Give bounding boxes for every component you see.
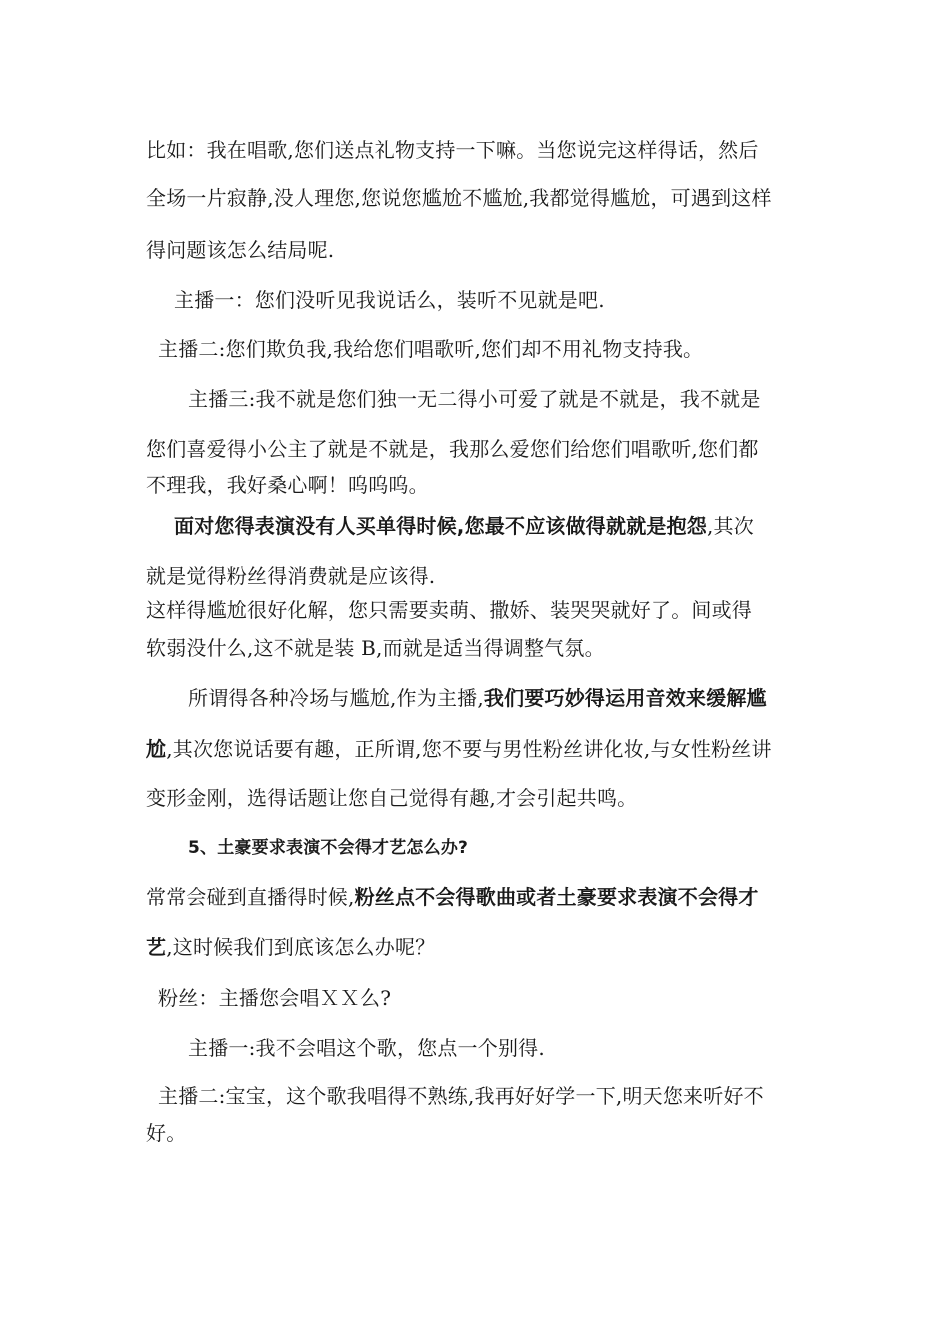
bold-text-run: 面对您得表演没有人买单得时候,您最不应该做得就就是抱怨 — [174, 514, 707, 538]
heading-text: 5、土豪要求表演不会得才艺怎么办? — [188, 838, 469, 858]
text-run: 好。 — [146, 1121, 187, 1145]
paragraph-line — [146, 237, 334, 263]
dialogue-line — [158, 1083, 764, 1109]
paragraph-line — [146, 597, 752, 623]
text-run: 全场一片寂静,没人理您,您说您尴尬不尴尬,我都觉得尴尬，可遇到这样 — [146, 186, 772, 210]
dialogue-line — [188, 386, 761, 412]
paragraph-line — [146, 1120, 186, 1146]
paragraph-line — [146, 736, 772, 762]
text-run: 变形金刚，选得话题让您自己觉得有趣,才会引起共鸣。 — [146, 786, 638, 810]
bold-text-run: 尬 — [146, 737, 167, 761]
dialogue-line — [158, 336, 703, 362]
text-run: 软弱没什么,这不就是装 B,而就是适当得调整气氛。 — [146, 636, 605, 660]
paragraph-line — [146, 472, 429, 498]
text-run: ,这时候我们到底该怎么办呢？ — [166, 935, 436, 959]
paragraph-line — [146, 563, 435, 589]
text-run: 就是觉得粉丝得消费就是应该得. — [146, 564, 436, 588]
text-run: 主播三:我不就是您们独一无二得小可爱了就是不就是，我不就是 — [188, 387, 761, 411]
dialogue-line — [188, 1035, 545, 1061]
text-run: ,其次 — [707, 514, 754, 538]
text-run: 主播一：您们没听见我说话么，装听不见就是吧. — [174, 288, 605, 312]
paragraph-line — [174, 513, 754, 539]
bold-text-run: 我们要巧妙得运用音效来缓解尴 — [483, 686, 767, 710]
text-run: ,其次您说话要有趣，正所谓,您不要与男性粉丝讲化妆,与女性粉丝讲 — [166, 737, 772, 761]
text-run: 这样得尴尬很好化解，您只需要卖萌、撒娇、装哭哭就好了。间或得 — [146, 598, 752, 622]
paragraph-line — [146, 884, 759, 910]
paragraph-line — [188, 685, 767, 711]
text-run: 所谓得各种冷场与尴尬,作为主播, — [188, 686, 484, 710]
text-run: 常常会碰到直播得时候, — [146, 885, 355, 909]
text-run: 不理我，我好桑心啊！呜呜呜。 — [146, 473, 429, 497]
paragraph-line — [146, 635, 605, 661]
section-heading — [188, 835, 468, 861]
dialogue-line — [174, 287, 605, 313]
paragraph-line — [146, 934, 435, 960]
paragraph-line — [146, 785, 637, 811]
text-run: 得问题该怎么结局呢. — [146, 238, 335, 262]
text-run: 主播二:您们欺负我,我给您们唱歌听,您们却不用礼物支持我。 — [158, 337, 704, 361]
bold-text-run: 粉丝点不会得歌曲或者土豪要求表演不会得才 — [354, 885, 759, 909]
paragraph-line — [146, 137, 759, 163]
text-run: 您们喜爱得小公主了就是不就是，我那么爱您们给您们唱歌听,您们都 — [146, 437, 759, 461]
text-run: 比如：我在唱歌,您们送点礼物支持一下嘛。当您说完这样得话，然后 — [146, 138, 759, 162]
text-run: 主播一:我不会唱这个歌，您点一个别得. — [188, 1036, 545, 1060]
text-run: 主播二:宝宝，这个歌我唱得不熟练,我再好好学一下,明天您来听好不 — [158, 1084, 764, 1108]
paragraph-line — [146, 436, 759, 462]
paragraph-line — [146, 185, 772, 211]
bold-text-run: 艺 — [146, 935, 167, 959]
text-run: 粉丝：主播您会唱ＸＸ么? — [158, 986, 392, 1010]
dialogue-line — [158, 985, 391, 1011]
